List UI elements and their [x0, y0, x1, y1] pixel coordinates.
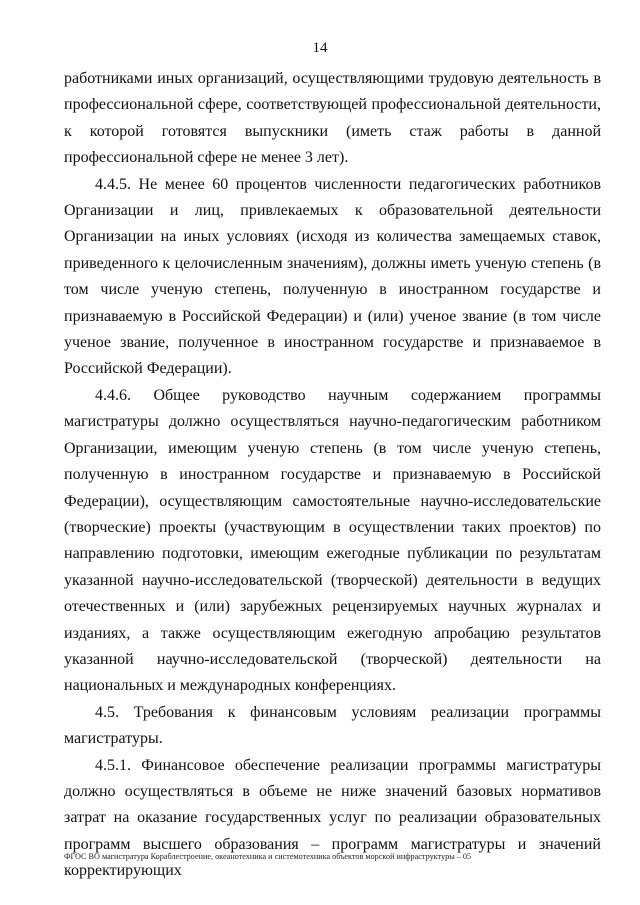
- paragraph-4-5: 4.5. Требования к финансовым условиям реализации программы магистратуры.: [64, 703, 601, 748]
- page-number: 14: [312, 40, 328, 56]
- page-footer: ФГОС ВО магистратура Кораблестроение, океанотехника и системотехника объектов морской инфраструктуры – 05: [64, 852, 472, 861]
- paragraph-4-4-5: 4.4.5. Не менее 60 процентов численности педагогических работников Организации и лиц, привлекаемых к образовательной деятельности Организации на иных условиях (исходя из количества замещаемых ставок, приведенного к целочисленным значениям), должны иметь ученую степень (в том числе ученую степень, полученную в иностранном государстве и признаваемую в Российской Федерации) и (или) ученое звание (в том числе ученое звание, полученное в иностранном государстве и признаваемое в Российской Федерации).: [64, 175, 601, 378]
- paragraph-4-5-1: 4.5.1. Финансовое обеспечение реализации программы магистратуры должно осуществляться в объеме не ниже значений базовых нормативов затрат на оказание государственных услуг по реализации образовательных программ высшего образования – программ магистратуры и значений корректирующих: [64, 756, 601, 880]
- page-body: [64, 66, 601, 885]
- paragraph-continuation: работниками иных организаций, осуществляющими трудовую деятельность в профессиональной сфере, соответствующей профессиональной деятельности, к которой готовятся выпускники (иметь стаж работы в данной профессиональной сфере не менее 3 лет).: [64, 70, 601, 167]
- paragraph-4-4-6: 4.4.6. Общее руководство научным содержанием программы магистратуры должно осуществляться научно-педагогическим работником Организации, имеющим ученую степень (в том числе ученую степень, полученную в иностранном государстве и признаваемую в Российской Федерации), осуществляющим самостоятельные научно-исследовательские (творческие) проекты (участвующим в осуществлении таких проектов) по направлению подготовки, имеющим ежегодные публикации по результатам указанной научно-исследовательской (творческой) деятельности в ведущих отечественных и (или) зарубежных рецензируемых научных журналах и изданиях, а также осуществляющим ежегодную апробацию результатов указанной научно-исследовательской (творческой) деятельности на национальных и международных конференциях.: [64, 386, 601, 695]
